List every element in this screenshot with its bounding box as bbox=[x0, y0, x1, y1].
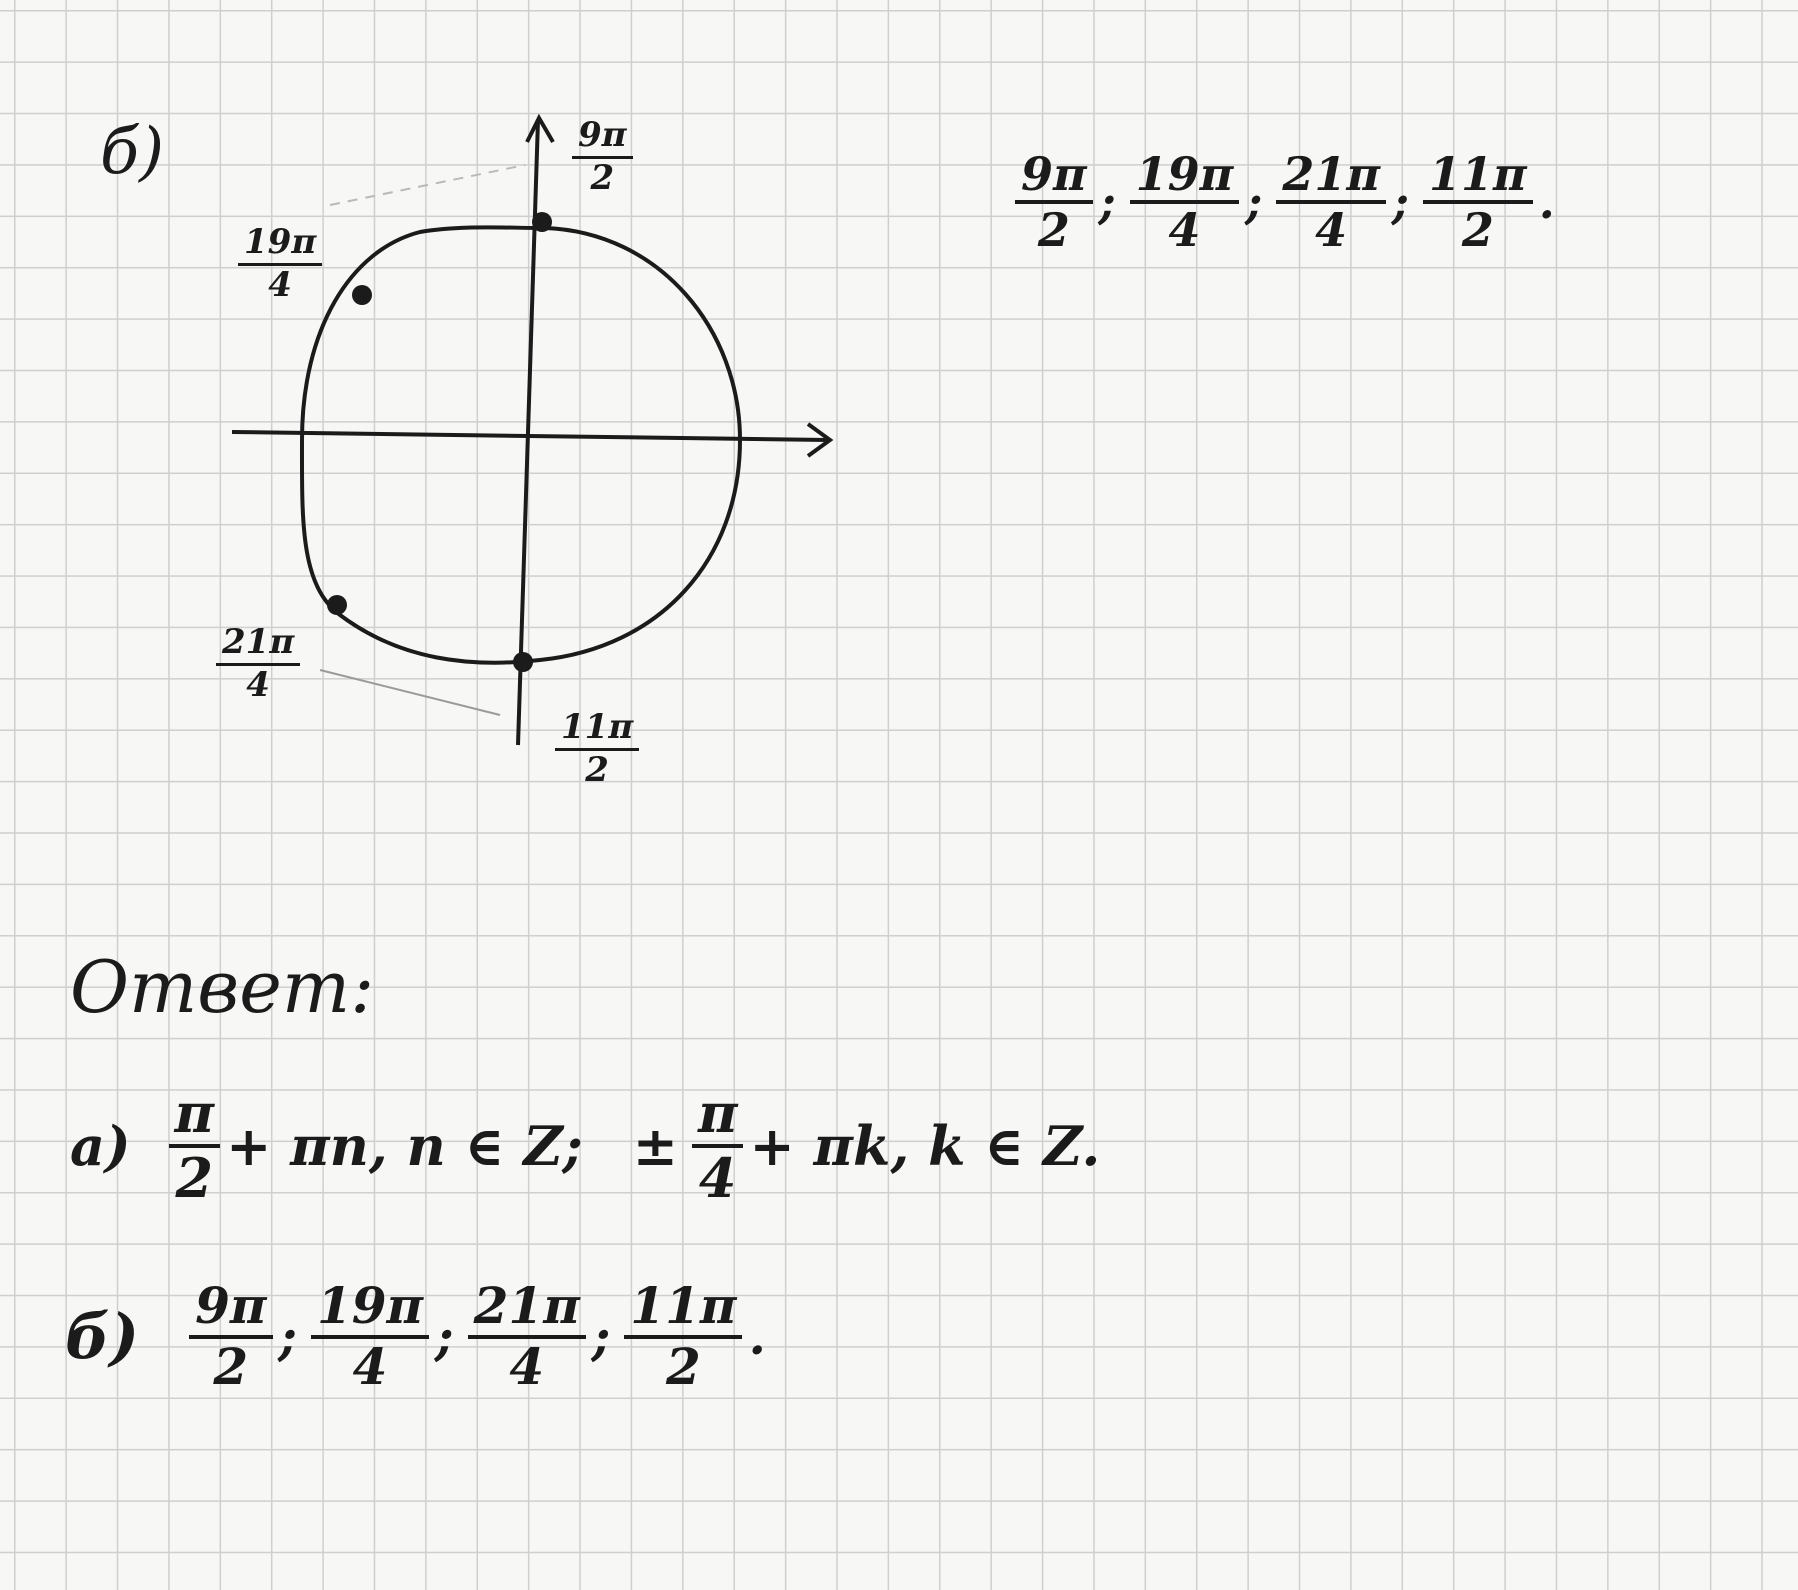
label-lower-left-denominator: 4 bbox=[246, 664, 270, 705]
label-lower-left-numerator: 21π bbox=[216, 625, 300, 666]
label-upper-left-denominator: 4 bbox=[268, 264, 292, 305]
point-21pi-4 bbox=[327, 595, 347, 615]
label-top-denominator: 2 bbox=[590, 157, 615, 198]
separator: ; bbox=[1098, 175, 1116, 230]
answer-title: Ответ: bbox=[70, 945, 375, 1029]
separator: . bbox=[748, 1307, 766, 1366]
fraction-numerator: 11π bbox=[1423, 150, 1533, 204]
answer-b-item bbox=[189, 1276, 311, 1396]
fraction-denominator: 4 bbox=[1168, 203, 1201, 258]
separator: ; bbox=[1392, 175, 1410, 230]
label-top-9pi-2 bbox=[572, 115, 633, 198]
fraction-numerator: 21π bbox=[1276, 150, 1386, 204]
label-top-numerator: 9π bbox=[572, 118, 633, 159]
answer-b-label: б) bbox=[65, 1300, 140, 1373]
y-axis-arrow bbox=[527, 118, 553, 142]
fraction-denominator: 2 bbox=[175, 1145, 214, 1210]
answer-a-plus-minus: ± bbox=[632, 1113, 678, 1178]
answer-a-label: а) bbox=[70, 1113, 131, 1178]
fraction-denominator: 4 bbox=[1315, 203, 1348, 258]
answer-a-fraction-2 bbox=[692, 1081, 744, 1210]
fraction-numerator: 19π bbox=[1130, 150, 1240, 204]
fraction-denominator: 2 bbox=[1037, 203, 1070, 258]
part-b-label: б) bbox=[100, 115, 165, 189]
y-axis bbox=[518, 120, 538, 745]
separator: ; bbox=[591, 1307, 611, 1366]
answer-a-text-1: + πn, n ∈ Z; bbox=[226, 1113, 583, 1178]
fraction-denominator: 4 bbox=[509, 1336, 545, 1396]
point-19pi-4 bbox=[352, 285, 372, 305]
answer-a-text-2: + πk, k ∈ Z. bbox=[749, 1113, 1101, 1178]
fraction-denominator: 2 bbox=[213, 1336, 249, 1396]
separator: ; bbox=[278, 1307, 297, 1366]
roots-list-item bbox=[1130, 147, 1277, 258]
label-lower-left-21pi-4 bbox=[216, 622, 300, 705]
fraction-numerator: 9π bbox=[189, 1280, 272, 1339]
answer-b-line bbox=[65, 1276, 780, 1396]
fraction-denominator: 2 bbox=[665, 1336, 701, 1396]
answer-a-fraction-1 bbox=[169, 1081, 221, 1210]
separator: ; bbox=[435, 1307, 454, 1366]
label-bottom-numerator: 11π bbox=[555, 710, 639, 751]
fraction-numerator: 11π bbox=[624, 1280, 742, 1339]
fraction-numerator: 21π bbox=[468, 1280, 586, 1339]
point-9pi-2 bbox=[532, 212, 552, 232]
guide-line-upper bbox=[330, 165, 525, 205]
roots-list-item bbox=[1423, 147, 1569, 258]
label-bottom-11pi-2 bbox=[555, 707, 639, 790]
answer-b-item bbox=[311, 1276, 468, 1396]
fraction-numerator: 9π bbox=[1015, 150, 1093, 204]
label-upper-left-numerator: 19π bbox=[238, 225, 322, 266]
separator: ; bbox=[1245, 175, 1263, 230]
fraction-numerator: π bbox=[169, 1085, 221, 1148]
label-upper-left-19pi-4 bbox=[238, 222, 322, 305]
roots-list-item bbox=[1276, 147, 1423, 258]
answer-b-item bbox=[624, 1276, 780, 1396]
fraction-numerator: 19π bbox=[311, 1280, 429, 1339]
fraction-denominator: 4 bbox=[352, 1336, 388, 1396]
answer-b-item bbox=[468, 1276, 625, 1396]
guide-line-lower bbox=[320, 670, 500, 715]
fraction-denominator: 2 bbox=[1461, 203, 1494, 258]
fraction-denominator: 4 bbox=[698, 1145, 737, 1210]
roots-list bbox=[1015, 147, 1569, 258]
fraction-numerator: π bbox=[692, 1085, 744, 1148]
label-bottom-denominator: 2 bbox=[585, 749, 609, 790]
point-11pi-2 bbox=[513, 652, 533, 672]
answer-a-line bbox=[70, 1081, 1101, 1210]
roots-list-item bbox=[1015, 147, 1130, 258]
separator: . bbox=[1538, 175, 1555, 230]
